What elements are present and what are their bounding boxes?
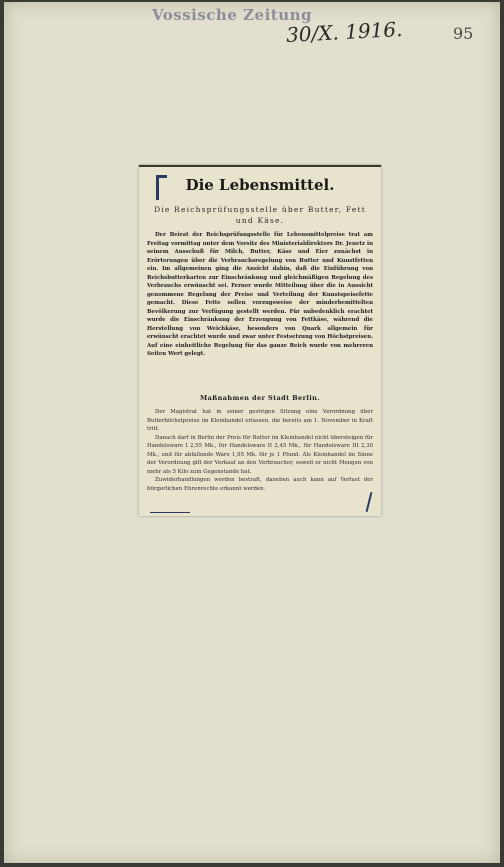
newspaper-clipping — [139, 165, 381, 516]
handwritten-date: 30/X. 1916. — [285, 16, 403, 48]
article-paragraph: Der Beirat der Reichsprüfungsstelle für Lebensmittelpreise trat am Freitag vormittag unter dem Vorsitz des Ministerialdirektors Dr. Jenetz in seinem Ausschuß für Milch, Butter, Käse und Eier zunächst in Erörterungen über die Verbrauchsregelung von Butter und Kunstfetten ein. Im allgemeinen ging die Ansicht dahin, daß die Einführung von Reichsbutterkarten zur Einschränkung und gleichmäßigen Regelung des Verbrauchs erwünscht sei. Ferner wurde Mitteilung über die in Aussicht genommene Regelung der Preise und Verteilung der Kunstspeisefette gemacht. Diese Fette sollen vorzugsweise der minderbemittelten Bevölkerung zur Verfügung gestellt werden. Für unbedenklich erachtet wurde die Einschränkung der Erzeugung von Fettkäse, während die Herstellung von Weichkäse, besonders von Quark allgemein für erwünscht erachtet wurde und zwar unter Festsetzung von Höchstpreisen. Auf eine einheitliche Regelung für das ganze Reich wurde von mehreren Seiten Wert gelegt. — [147, 232, 373, 357]
article-paragraph: Danach darf in Berlin der Preis für Butter im Kleinhandel nicht übersteigen für Handelsware I 2,55 Mk., für Handelsware II 2,45 Mk., für Handelsware III 2,30 Mk., und für abfallende Ware 1,95 Mk. für je 1 Pfund. Als Kleinhandel im Sinne der Verordnung gilt der Verkauf an den Verbraucher, soweit er nicht Mengen von mehr als 5 Kilo zum Gegenstande hat. — [147, 434, 373, 475]
pencil-underline-icon — [150, 512, 190, 513]
article-section-berlin — [147, 408, 373, 493]
page-number: 95 — [453, 24, 474, 43]
article-paragraph: Zuwiderhandlungen werden bestraft, daneben auch kann auf Verlust der bürgerlichen Ehrenrechte erkannt werden. — [147, 477, 373, 492]
newspaper-stamp: Vossische Zeitung — [152, 6, 313, 24]
article-paragraph: Der Magistrat hat in seiner gestrigen Sitzung eine Verordnung über Butterhöchstpreise im Kleinhandel erlassen, die bereits am 1. November in Kraft tritt. — [147, 409, 373, 432]
article-subtitle: Die Reichsprüfungsstelle über Butter, Fett und Käse. — [154, 205, 366, 225]
article-title: Die Lebensmittel. — [185, 176, 335, 194]
article-subheading: Maßnahmen der Stadt Berlin. — [200, 394, 320, 402]
